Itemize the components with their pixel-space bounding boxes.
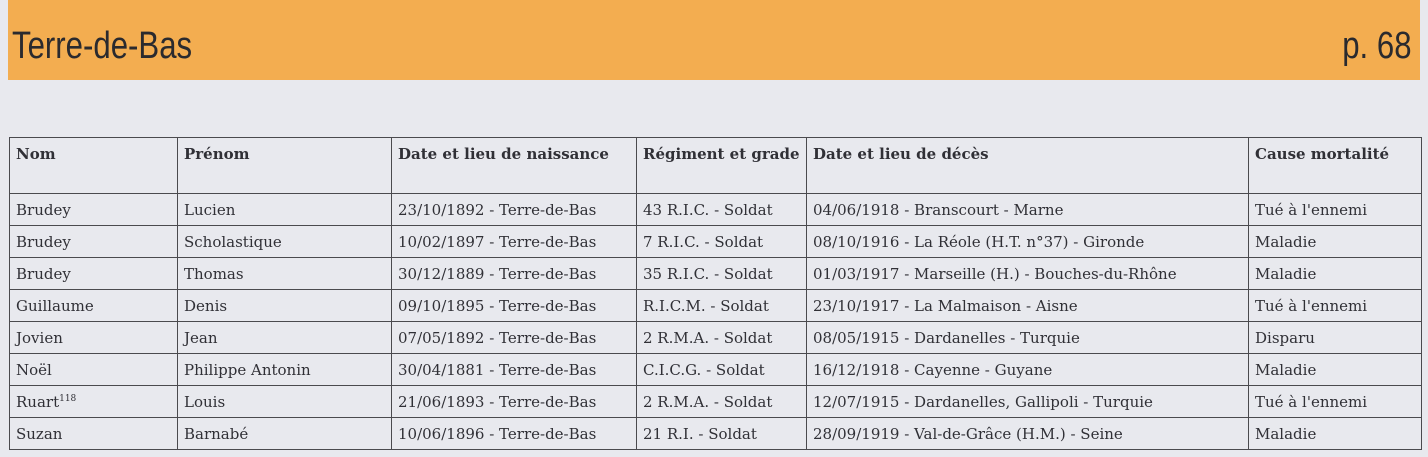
cell-deces: 16/12/1918 - Cayenne - Guyane [807, 354, 1249, 386]
table-row [10, 194, 1422, 226]
cell-nom: Ruart$^{118}$ [10, 386, 178, 418]
cell-naissance: 10/06/1896 - Terre-de-Bas [392, 418, 637, 450]
cell-naissance: 21/06/1893 - Terre-de-Bas [392, 386, 637, 418]
cell-cause: Maladie [1249, 418, 1422, 450]
cell-regiment: 43 R.I.C. - Soldat [637, 194, 807, 226]
cell-deces: 04/06/1918 - Branscourt - Marne [807, 194, 1249, 226]
cell-prenom: Denis [178, 290, 392, 322]
table-row [10, 322, 1422, 354]
cell-deces: 08/05/1915 - Dardanelles - Turquie [807, 322, 1249, 354]
table-row [10, 290, 1422, 322]
cell-cause: Tué à l'ennemi [1249, 386, 1422, 418]
cell-nom: Noël [10, 354, 178, 386]
cell-nom: Brudey [10, 194, 178, 226]
table-row [10, 354, 1422, 386]
cell-naissance: 09/10/1895 - Terre-de-Bas [392, 290, 637, 322]
table-row [10, 386, 1422, 418]
cell-regiment: 35 R.I.C. - Soldat [637, 258, 807, 290]
column-header-naissance: Date et lieu de naissance [392, 138, 637, 194]
casualty-table [9, 137, 1422, 450]
cell-prenom: Louis [178, 386, 392, 418]
cell-nom: Jovien [10, 322, 178, 354]
cell-prenom: Scholastique [178, 226, 392, 258]
page-header-banner [8, 0, 1420, 80]
cell-regiment: 21 R.I. - Soldat [637, 418, 807, 450]
cell-cause: Maladie [1249, 226, 1422, 258]
cell-naissance: 30/12/1889 - Terre-de-Bas [392, 258, 637, 290]
table-row [10, 418, 1422, 450]
table-row [10, 226, 1422, 258]
cell-deces: 12/07/1915 - Dardanelles, Gallipoli - Turquie [807, 386, 1249, 418]
page-title: Terre-de-Bas [12, 25, 193, 67]
column-header-deces: Date et lieu de décès [807, 138, 1249, 194]
cell-prenom: Thomas [178, 258, 392, 290]
cell-regiment: 2 R.M.A. - Soldat [637, 386, 807, 418]
cell-nom: Suzan [10, 418, 178, 450]
cell-cause: Maladie [1249, 258, 1422, 290]
cell-deces: 08/10/1916 - La Réole (H.T. n°37) - Gironde [807, 226, 1249, 258]
cell-regiment: 2 R.M.A. - Soldat [637, 322, 807, 354]
cell-regiment: C.I.C.G. - Soldat [637, 354, 807, 386]
column-header-prenom: Prénom [178, 138, 392, 194]
cell-nom: Guillaume [10, 290, 178, 322]
table-row [10, 258, 1422, 290]
cell-prenom: Lucien [178, 194, 392, 226]
cell-deces: 28/09/1919 - Val-de-Grâce (H.M.) - Seine [807, 418, 1249, 450]
column-header-regiment: Régiment et grade [637, 138, 807, 194]
cell-naissance: 30/04/1881 - Terre-de-Bas [392, 354, 637, 386]
cell-naissance: 07/05/1892 - Terre-de-Bas [392, 322, 637, 354]
cell-deces: 23/10/1917 - La Malmaison - Aisne [807, 290, 1249, 322]
cell-regiment: 7 R.I.C. - Soldat [637, 226, 807, 258]
page-number: p. 68 [1342, 25, 1412, 67]
table-header-row [10, 138, 1422, 194]
cell-cause: Tué à l'ennemi [1249, 194, 1422, 226]
cell-cause: Maladie [1249, 354, 1422, 386]
cell-prenom: Jean [178, 322, 392, 354]
cell-deces: 01/03/1917 - Marseille (H.) - Bouches-du-Rhône [807, 258, 1249, 290]
cell-regiment: R.I.C.M. - Soldat [637, 290, 807, 322]
column-header-cause: Cause mortalité [1249, 138, 1422, 194]
cell-naissance: 10/02/1897 - Terre-de-Bas [392, 226, 637, 258]
cell-prenom: Barnabé [178, 418, 392, 450]
column-header-nom: Nom [10, 138, 178, 194]
footnote-ref: 118 [59, 393, 77, 404]
cell-cause: Disparu [1249, 322, 1422, 354]
cell-nom: Brudey [10, 226, 178, 258]
cell-cause: Tué à l'ennemi [1249, 290, 1422, 322]
cell-nom: Brudey [10, 258, 178, 290]
cell-prenom: Philippe Antonin [178, 354, 392, 386]
cell-naissance: 23/10/1892 - Terre-de-Bas [392, 194, 637, 226]
